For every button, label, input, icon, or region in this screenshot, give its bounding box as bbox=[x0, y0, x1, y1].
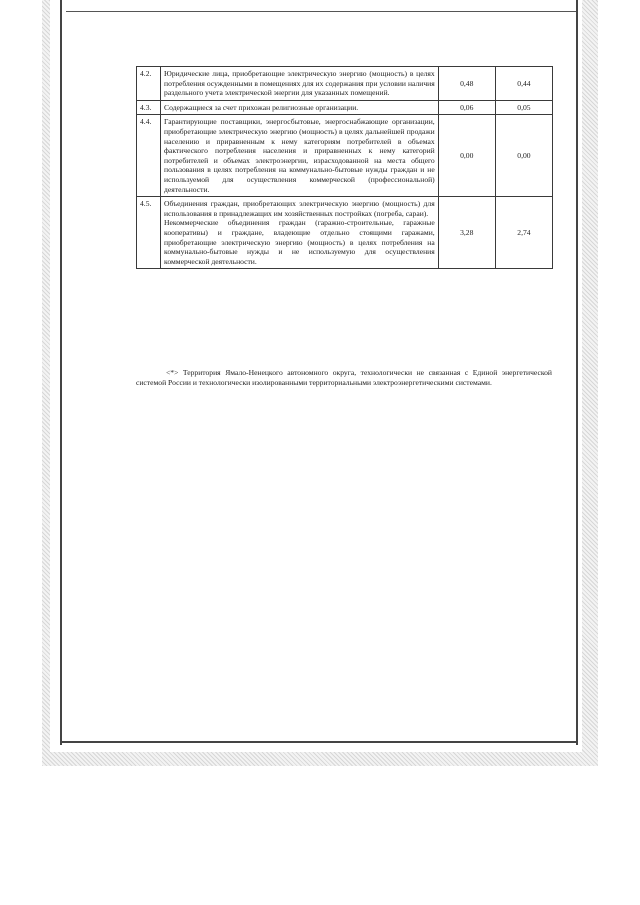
table-row bbox=[137, 115, 553, 197]
row-value-2: 0,05 bbox=[495, 100, 552, 115]
row-description: Юридические лица, приобретающие электрическую энергию (мощность) в целях потребления осужденными в помещениях для их содержания при условии наличия раздельного учета электрической энергии для указанных помещений. bbox=[161, 67, 439, 101]
row-value-2: 2,74 bbox=[495, 197, 552, 269]
row-value-1: 0,48 bbox=[438, 67, 495, 101]
row-number: 4.2. bbox=[137, 67, 161, 101]
row-number: 4.5. bbox=[137, 197, 161, 269]
table-row bbox=[137, 67, 553, 101]
row-description bbox=[161, 197, 439, 269]
tariff-table bbox=[136, 66, 553, 269]
row-description: Содержащиеся за счет прихожан религиозные организации. bbox=[161, 100, 439, 115]
row-description-part: Объединения граждан, приобретающих электрическую энергию (мощность) для использования в принадлежащих им хозяйственных постройках (погреба, сараи). bbox=[164, 199, 435, 218]
row-description: Гарантирующие поставщики, энергосбытовые, энергоснабжающие организации, приобретающие электрическую энергию (мощность) в целях дальнейшей продажи населению и приравненным к нему категориям потребителей в объемах фактического потребления населения и приравненных к нему категорий потребителей и объемах электроэнергии, израсходованной на места общего пользования в целях потребления на коммунально-бытовые нужды граждан и не используемой для осуществления коммерческой (профессиональной) деятельности. bbox=[161, 115, 439, 197]
row-value-1: 0,06 bbox=[438, 100, 495, 115]
row-value-2: 0,00 bbox=[495, 115, 552, 197]
table-row bbox=[137, 197, 553, 269]
page-border-left bbox=[60, 0, 62, 745]
row-description-part: Некоммерческие объединения граждан (гаражно-строительные, гаражные кооперативы) и граждане, владеющие отдельно стоящими гаражами, приобретающие электрическую энергию (мощность) в целях потребления на коммунально-бытовые нужды и не используемую для осуществления коммерческой деятельности. bbox=[164, 218, 435, 266]
row-value-1: 0,00 bbox=[438, 115, 495, 197]
row-value-1: 3,28 bbox=[438, 197, 495, 269]
page-border-top bbox=[66, 11, 578, 12]
row-number: 4.3. bbox=[137, 100, 161, 115]
page-border-bottom bbox=[60, 741, 578, 743]
row-number: 4.4. bbox=[137, 115, 161, 197]
footnote: <*> Территория Ямало-Ненецкого автономного округа, технологически не связанная с Единой энергетической системой России и технологически изолированными территориальными электроэнергетическими системами. bbox=[136, 368, 552, 387]
page-border-right bbox=[576, 0, 578, 745]
row-value-2: 0,44 bbox=[495, 67, 552, 101]
table-row bbox=[137, 100, 553, 115]
